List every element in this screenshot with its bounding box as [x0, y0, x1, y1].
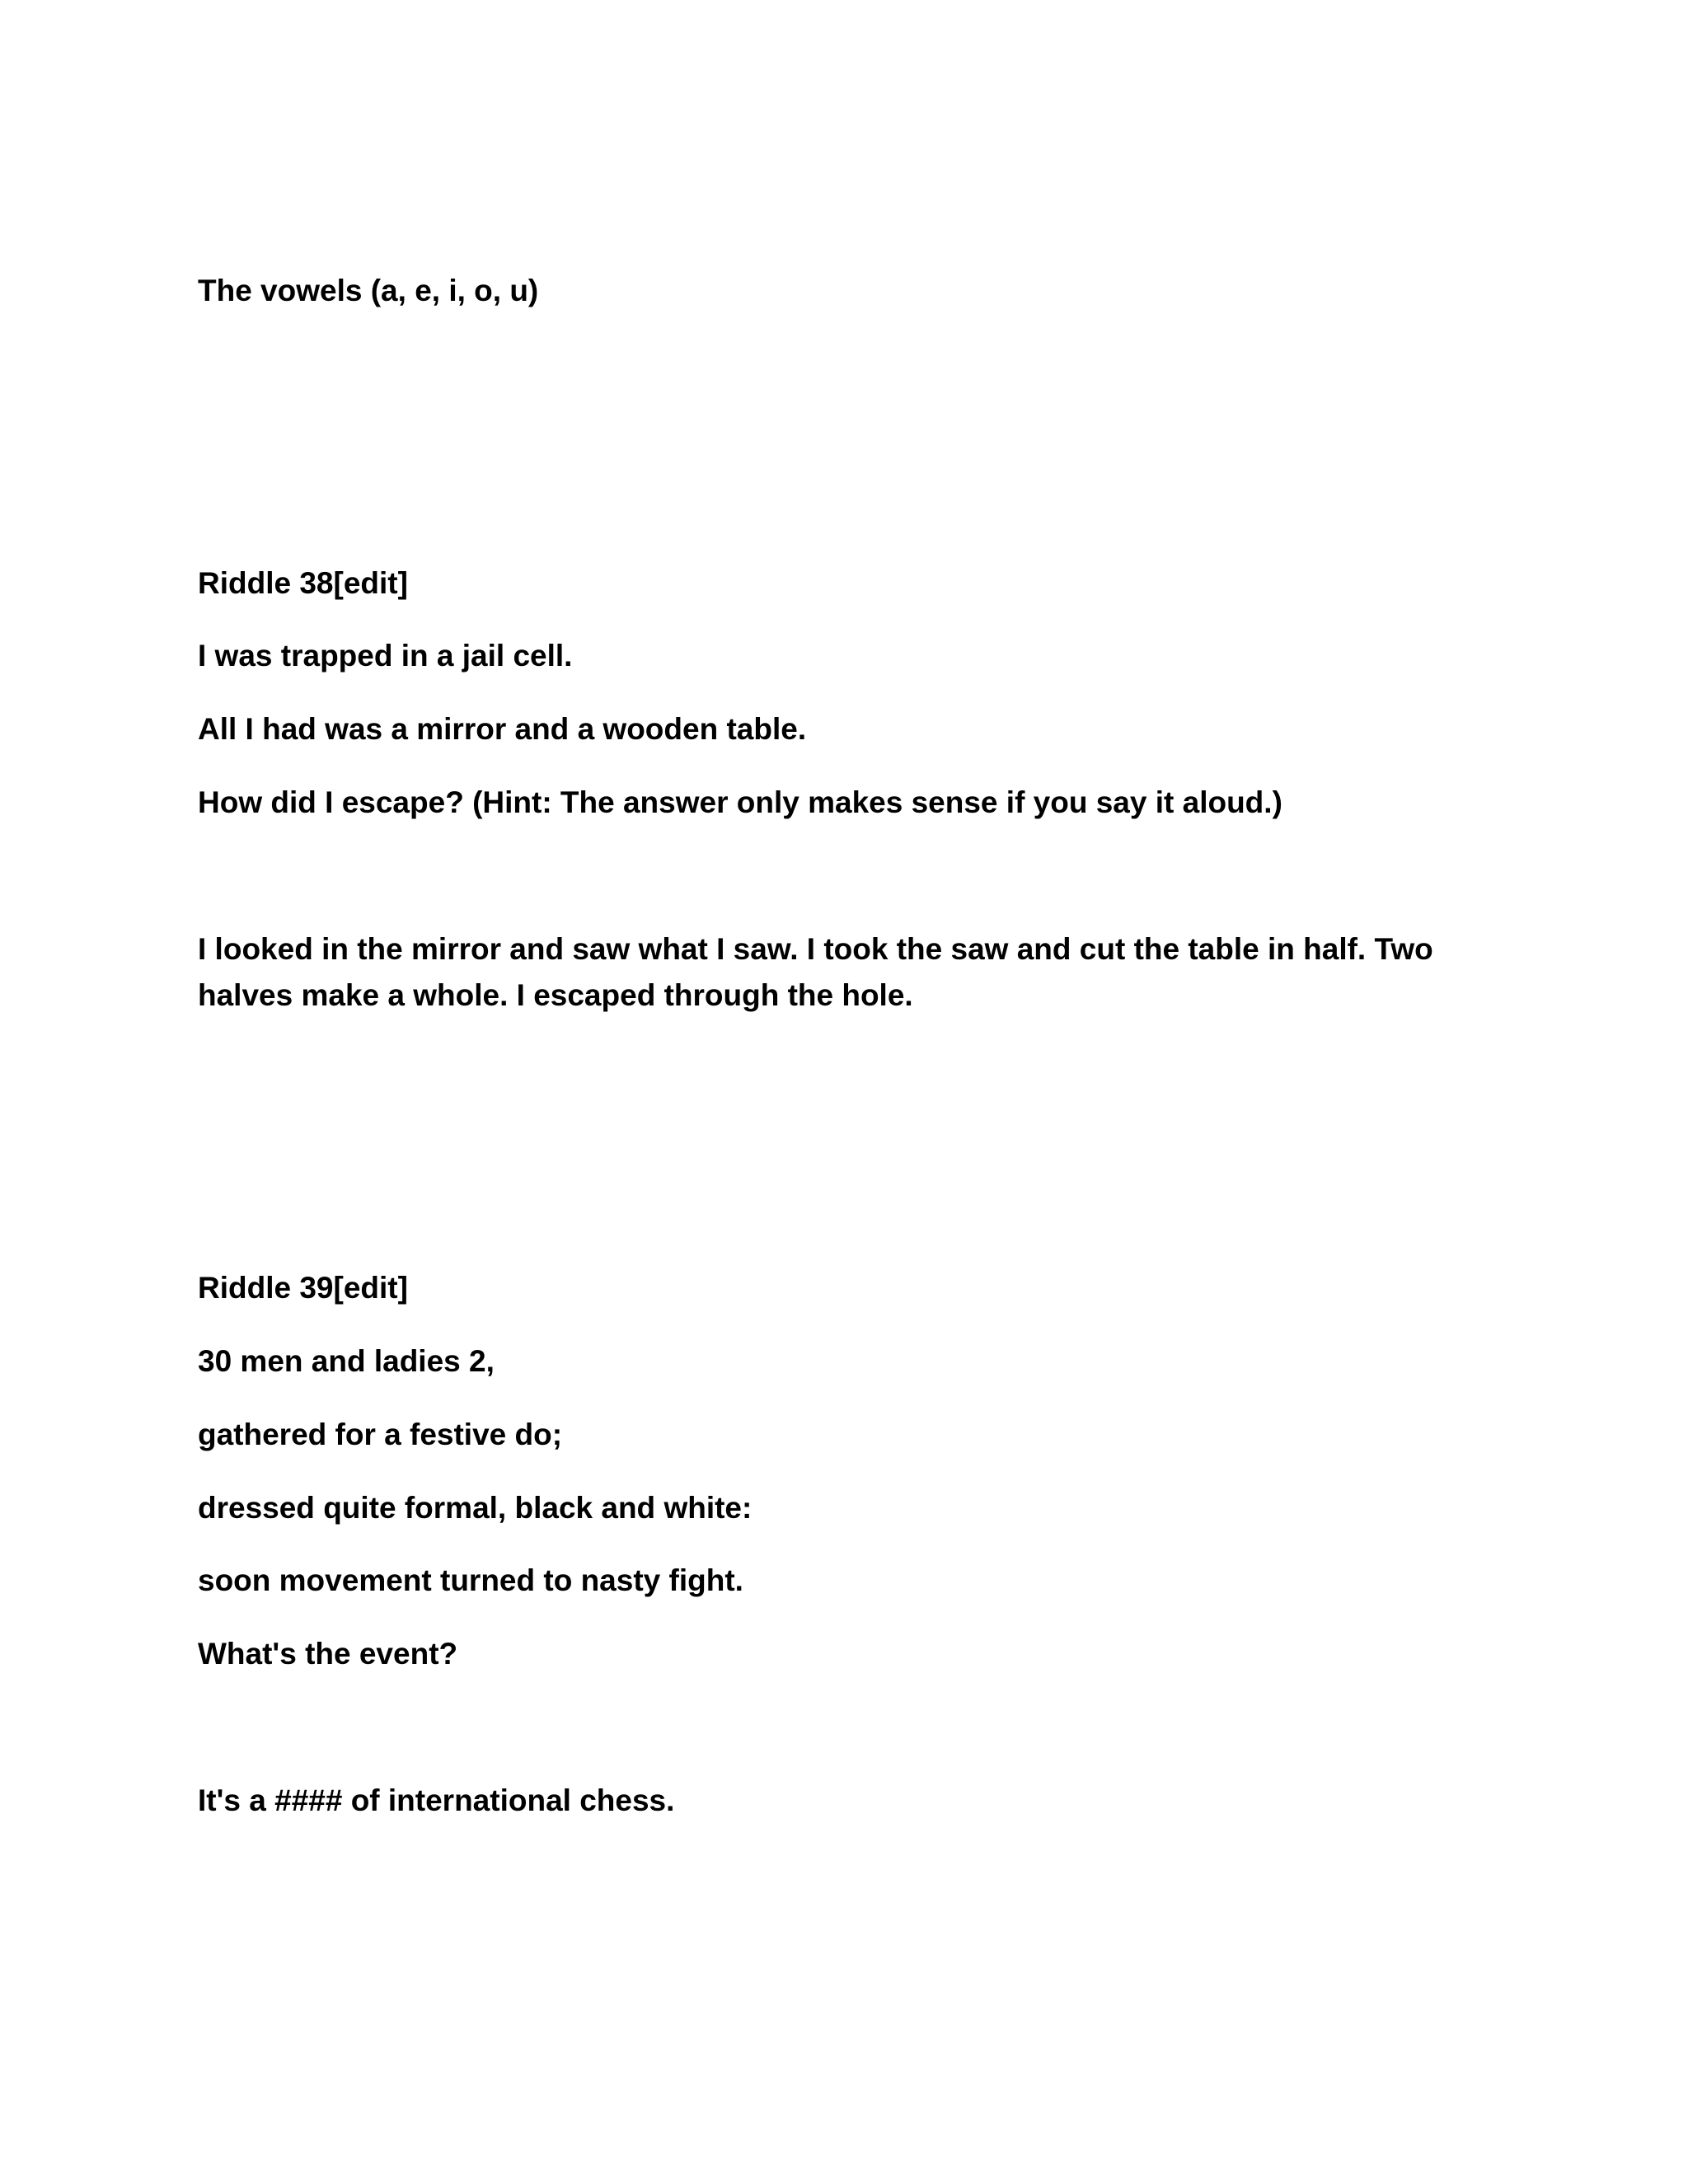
riddle-39-line: 30 men and ladies 2,	[198, 1344, 495, 1378]
riddle-38-line: How did I escape? (Hint: The answer only makes sense if you say it aloud.)	[198, 785, 1282, 819]
previous-answer: The vowels (a, e, i, o, u)	[198, 274, 539, 307]
riddle-38-line: I was trapped in a jail cell.	[198, 639, 573, 673]
riddle-39-answer: It's a #### of international chess.	[198, 1783, 675, 1817]
riddle-39-heading: Riddle 39[edit]	[198, 1271, 408, 1305]
riddle-39-line: What's the event?	[198, 1637, 458, 1671]
riddle-39-line: dressed quite formal, black and white:	[198, 1491, 753, 1525]
riddle-39-line: gathered for a festive do;	[198, 1418, 563, 1451]
riddle-39-line: soon movement turned to nasty fight.	[198, 1563, 743, 1597]
riddle-38-line: All I had was a mirror and a wooden table.	[198, 712, 807, 746]
riddle-38-heading: Riddle 38[edit]	[198, 566, 408, 600]
riddle-38-answer: I looked in the mirror and saw what I saw. I took the saw and cut the table in half. Two halves make a whole. I escaped through the hole.	[198, 932, 1433, 1012]
